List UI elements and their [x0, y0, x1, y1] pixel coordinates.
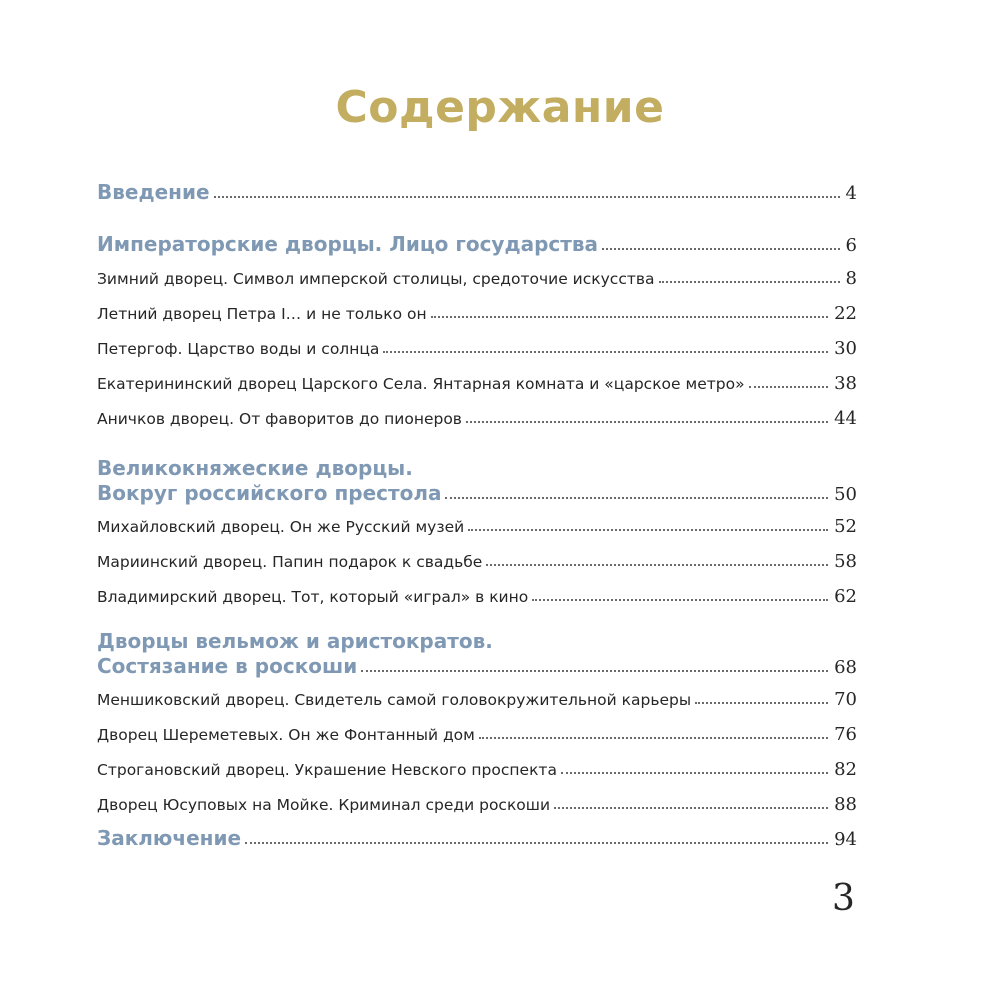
dot-leader: [561, 771, 828, 774]
toc-section-nobles-heading: [97, 629, 857, 653]
toc-page-number: 44: [834, 408, 857, 429]
toc-entry-anichkov-palace[interactable]: [97, 408, 857, 429]
toc-page-number: 4: [845, 183, 857, 204]
toc-page-number: 68: [834, 657, 857, 678]
toc-page-number: 30: [834, 338, 857, 359]
toc-entry-stroganov-palace[interactable]: [97, 759, 857, 780]
dot-leader: [554, 806, 828, 809]
toc-section-grand-ducal-heading: [97, 456, 857, 480]
toc-entry-title: Строгановский дворец. Украшение Невского проспекта: [97, 761, 557, 779]
dot-leader: [468, 528, 828, 531]
toc-entry-title: Императорские дворцы. Лицо государства: [97, 232, 599, 256]
toc-page-number: 50: [834, 484, 857, 505]
dot-leader: [659, 280, 840, 283]
dot-leader: [245, 841, 828, 844]
toc-page-number: 8: [845, 268, 857, 289]
dot-leader: [749, 385, 829, 388]
toc-entry-peterhof[interactable]: [97, 338, 857, 359]
toc-page-number: 22: [834, 303, 857, 324]
toc-entry-grand-ducal-palaces[interactable]: [97, 481, 857, 505]
dot-leader: [383, 350, 828, 353]
toc-entry-title: Меншиковский дворец. Свидетель самой головокружительной карьеры: [97, 691, 692, 709]
toc-page-number: 82: [834, 759, 857, 780]
toc-entry-winter-palace[interactable]: [97, 268, 857, 289]
toc-page-number: 38: [834, 373, 857, 394]
toc-entry-conclusion[interactable]: [97, 826, 857, 850]
toc-entry-title: Дворец Юсуповых на Мойке. Криминал среди роскоши: [97, 796, 551, 814]
toc-entry-title: Мариинский дворец. Папин подарок к свадьбе: [97, 553, 483, 571]
toc-entry-vladimir-palace[interactable]: [97, 586, 857, 607]
toc-entry-title: Дворцы вельмож и аристократов.: [97, 629, 493, 653]
toc-entry-mariinsky-palace[interactable]: [97, 551, 857, 572]
toc-entry-title: Аничков дворец. От фаворитов до пионеров: [97, 410, 462, 428]
toc-entry-imperial-palaces[interactable]: [97, 232, 857, 256]
toc-entry-summer-palace[interactable]: [97, 303, 857, 324]
toc-page-number: 70: [834, 689, 857, 710]
toc-entry-title: Вокруг российского престола: [97, 481, 442, 505]
toc-entry-title: Великокняжеские дворцы.: [97, 456, 413, 480]
toc-entry-sheremetev-palace[interactable]: [97, 724, 857, 745]
dot-leader: [479, 736, 828, 739]
dot-leader: [431, 315, 828, 318]
toc-entry-title: Зимний дворец. Символ имперской столицы, средоточие искусства: [97, 270, 655, 288]
toc-entry-catherine-palace[interactable]: [97, 373, 857, 394]
dot-leader: [214, 195, 840, 198]
dot-leader: [486, 563, 828, 566]
toc-entry-title: Введение: [97, 180, 210, 204]
toc-page-number: 52: [834, 516, 857, 537]
toc-page-number: 58: [834, 551, 857, 572]
toc-entry-title: Петергоф. Царство воды и солнца: [97, 340, 380, 358]
toc-entry-yusupov-palace[interactable]: [97, 794, 857, 815]
toc-entry-title: Михайловский дворец. Он же Русский музей: [97, 518, 465, 536]
table-of-contents: [97, 0, 857, 1000]
toc-entry-menshikov-palace[interactable]: [97, 689, 857, 710]
toc-page-number: 94: [834, 829, 857, 850]
dot-leader: [602, 247, 840, 250]
dot-leader: [695, 701, 828, 704]
dot-leader: [532, 598, 828, 601]
page-title: Содержание: [335, 82, 665, 133]
toc-page-number: 62: [834, 586, 857, 607]
toc-entry-title: Состязание в роскоши: [97, 654, 358, 678]
toc-entry-title: Заключение: [97, 826, 242, 850]
toc-page-number: 88: [834, 794, 857, 815]
folio-page-number: 3: [832, 878, 855, 919]
toc-entry-title: Дворец Шереметевых. Он же Фонтанный дом: [97, 726, 475, 744]
toc-page-number: 6: [845, 235, 857, 256]
toc-entry-mikhailovsky-palace[interactable]: [97, 516, 857, 537]
dot-leader: [445, 496, 828, 499]
toc-entry-title: Владимирский дворец. Тот, который «играл» в кино: [97, 588, 529, 606]
toc-page-number: 76: [834, 724, 857, 745]
dot-leader: [361, 669, 828, 672]
toc-entry-title: Екатерининский дворец Царского Села. Янтарная комната и «царское метро»: [97, 375, 745, 393]
toc-entry-title: Летний дворец Петра I… и не только он: [97, 305, 427, 323]
toc-entry-nobles-palaces[interactable]: [97, 654, 857, 678]
toc-entry-introduction[interactable]: [97, 180, 857, 204]
dot-leader: [466, 420, 828, 423]
